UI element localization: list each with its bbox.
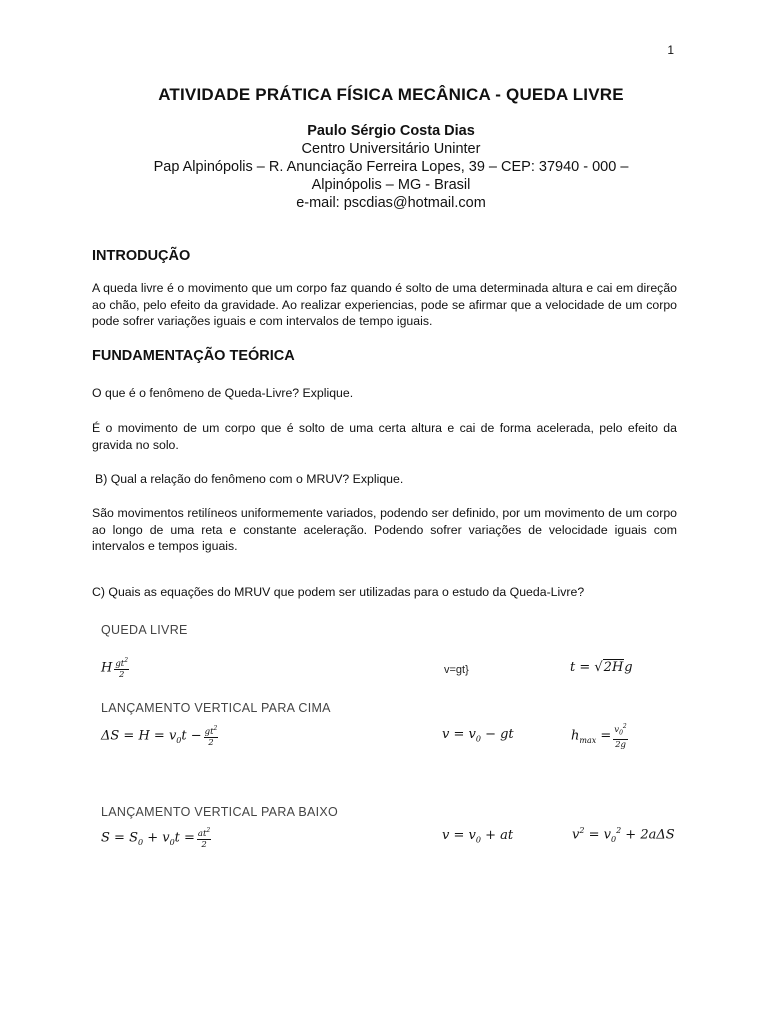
equations-lancamento-cima-label: LANÇAMENTO VERTICAL PARA CIMA — [101, 701, 331, 715]
author-address-line1: Pap Alpinópolis – R. Anunciação Ferreira Lopes, 39 – CEP: 37940 - 000 – — [153, 159, 629, 175]
section-heading-fundamentacao: FUNDAMENTAÇÃO TEÓRICA — [92, 348, 295, 364]
question-3: C) Quais as equações do MRUV que podem ser utilizadas para o estudo da Queda-Livre? — [92, 585, 585, 599]
author-block — [0, 122, 768, 212]
equations-queda-livre-label: QUEDA LIVRE — [101, 623, 188, 637]
section-heading-introducao: INTRODUÇÃO — [92, 248, 191, 264]
equation-hmax: $h_{max}$ = $\frac{v_0^2}{2g}$ — [571, 723, 627, 750]
answer-1: É o movimento de um corpo que é solto de uma certa altura e cai de forma acelerada, pelo efeito da gravida no solo. — [92, 421, 677, 452]
equation-velocity-free-fall: v=gt} — [444, 664, 469, 676]
document-title: ATIVIDADE PRÁTICA FÍSICA MECÂNICA - QUEDA LIVRE — [158, 85, 624, 104]
equations-lancamento-baixo-label: LANÇAMENTO VERTICAL PARA BAIXO — [101, 805, 339, 819]
question-2: B) Qual a relação do fenômeno com o MRUV? Explique. — [95, 472, 404, 486]
introducao-paragraph: A queda livre é o movimento que um corpo faz quando é solto de uma determinada altura e cai em direção ao chão, pelo efeito da gravidade. Ao realizar experiencias, pode se afirmar que a velocidade de um corpo pode sofrer variações iguais e com intervalos de tempo iguais. — [92, 281, 677, 328]
author-institution: Centro Universitário Uninter — [301, 141, 481, 157]
equation-velocity-down: $v = v_0$ + at — [442, 828, 514, 845]
equation-position-down: $S = S_0 + v_0t$ = $\frac{at^2}{2}$ — [101, 827, 211, 850]
author-address-line2: Alpinópolis – MG - Brasil — [311, 177, 471, 193]
author-email: e-mail: pscdias@hotmail.com — [296, 195, 486, 211]
equation-torricelli: $v^2 = v_0^2 + 2a\Delta S$ — [572, 826, 675, 844]
author-name: Paulo Sérgio Costa Dias — [307, 123, 475, 139]
equation-velocity-up: $v = v_0$ − gt — [442, 727, 514, 744]
equation-time-free-fall: t = √2Hg — [570, 660, 633, 675]
question-1: O que é o fenômeno de Queda-Livre? Explique. — [92, 386, 354, 400]
equation-height-free-fall: H $\frac{gt^2}{2}$ — [101, 657, 129, 680]
answer-2: São movimentos retilíneos uniformemente variados, podendo ser definido, por um movimento de um corpo ao longo de uma reta e constante aceleração. Podendo sofrer variações de velocidade iguais com intervalos e tempos iguais. — [92, 506, 677, 553]
equation-displacement-up: $\Delta S = H = v_0t$ − $\frac{gt^2}{2}$ — [101, 725, 218, 748]
page-number: 1 — [667, 43, 674, 57]
